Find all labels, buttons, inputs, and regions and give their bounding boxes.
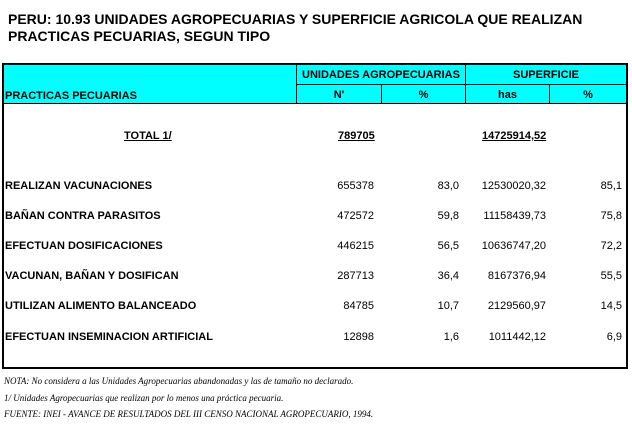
- row-has-pct: 75,8: [600, 210, 622, 222]
- total-units: 789705: [338, 130, 375, 142]
- row-units-pct: 10,7: [437, 300, 459, 312]
- row-has-pct: 72,2: [600, 240, 622, 252]
- row-units: 655378: [337, 180, 374, 192]
- row-has: 10636747,20: [481, 240, 546, 252]
- total-row: [4, 128, 626, 144]
- row-units: 12898: [343, 331, 374, 343]
- row-label: UTILIZAN ALIMENTO BALANCEADO: [5, 300, 197, 312]
- row-has: 2129560,97: [487, 300, 546, 312]
- title-line-2: PRACTICAS PECUARIAS, SEGUN TIPO: [8, 28, 271, 44]
- total-label: TOTAL 1/: [124, 130, 172, 142]
- row-has-pct: 14,5: [600, 300, 622, 312]
- row-units-pct: 59,8: [437, 210, 459, 222]
- table-row: [4, 238, 626, 254]
- page-title: [8, 11, 618, 45]
- table-row: [4, 298, 626, 314]
- header-col-pct-units: %: [418, 89, 429, 101]
- footnote-text: 1/ Unidades Agropecuarias que realizan por lo menos una práctica pecuaria.: [4, 393, 284, 403]
- header-unidades-agropecuarias: UNIDADES AGROPECUARIAS: [302, 69, 460, 81]
- table-row: [4, 178, 626, 194]
- row-units-pct: 56,5: [437, 240, 459, 252]
- total-surface: 14725914,52: [482, 130, 547, 142]
- row-has-pct: 55,5: [600, 270, 622, 282]
- row-units-pct: 36,4: [437, 270, 459, 282]
- header-practicas-pecuarias: PRACTICAS PECUARIAS: [5, 90, 138, 102]
- row-label: REALIZAN VACUNACIONES: [5, 180, 153, 192]
- table-row: [4, 268, 626, 284]
- data-table: [2, 63, 628, 369]
- header-superficie: SUPERFICIE: [512, 69, 579, 81]
- row-units: 446215: [337, 240, 374, 252]
- header-bottom-rule: [4, 103, 626, 104]
- row-has: 1011442,12: [488, 331, 546, 343]
- header-col-has: has: [498, 89, 517, 101]
- header-col-pct-surface: %: [583, 89, 593, 101]
- row-units: 472572: [337, 210, 374, 222]
- row-units-pct: 83,0: [437, 180, 459, 192]
- row-has-pct: 85,1: [600, 180, 622, 192]
- row-has: 12530020,32: [481, 180, 546, 192]
- row-units: 84785: [343, 300, 374, 312]
- row-label: EFECTUAN INSEMINACION ARTIFICIAL: [5, 331, 213, 343]
- row-units-pct: 1,6: [443, 331, 459, 343]
- note-text: NOTA: No considera a las Unidades Agropecuarias abandonadas y las de tamaño no declarado.: [4, 376, 354, 386]
- row-label: EFECTUAN DOSIFICACIONES: [5, 240, 163, 252]
- header-col-n: N': [333, 89, 345, 101]
- row-has-pct: 6,9: [606, 331, 622, 343]
- header-mid-rule: [296, 84, 626, 85]
- row-has: 11158439,73: [483, 210, 546, 222]
- row-label: BAÑAN CONTRA PARASITOS: [5, 210, 161, 222]
- table-row: [4, 208, 626, 224]
- row-has: 8167376,94: [487, 270, 546, 282]
- source-text: FUENTE: INEI - AVANCE DE RESULTADOS DEL III CENSO NACIONAL AGROPECUARIO, 1994.: [4, 409, 374, 419]
- row-label: VACUNAN, BAÑAN Y DOSIFICAN: [5, 270, 179, 282]
- title-line-1: PERU: 10.93 UNIDADES AGROPECUARIAS Y SUPERFICIE AGRICOLA QUE REALIZAN: [8, 11, 583, 27]
- row-units: 287713: [337, 270, 374, 282]
- table-row: [4, 329, 626, 345]
